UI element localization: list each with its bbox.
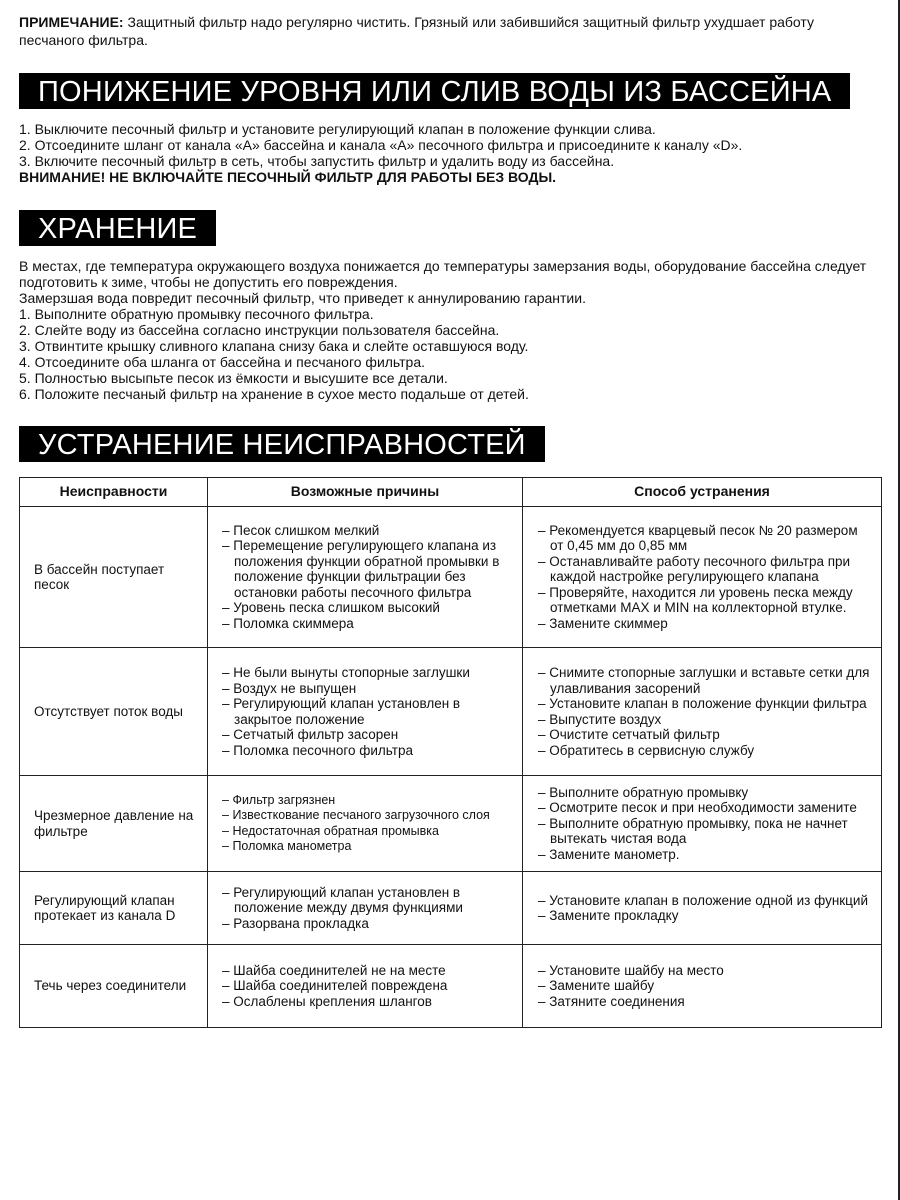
table-row xyxy=(20,776,882,872)
cause-item: – Шайба соединителей повреждена xyxy=(222,978,514,994)
cause-item: – Известкование песчаного загрузочного слоя xyxy=(222,808,514,824)
troubleshooting-section-title: УСТРАНЕНИЕ НЕИСПРАВНОСТЕЙ xyxy=(19,426,545,462)
header-causes: Возможные причины xyxy=(208,478,523,507)
problem-cell: Течь через соединители xyxy=(20,945,208,1028)
solution-item: – Установите клапан в положение одной из функций xyxy=(538,893,873,909)
table-row xyxy=(20,945,882,1028)
drain-step-3: 3. Включите песочный фильтр в сеть, чтобы запустить фильтр и удалить воду из бассейна. xyxy=(19,153,615,169)
causes-cell xyxy=(208,648,523,776)
drain-section-body xyxy=(19,121,881,185)
storage-section-body xyxy=(19,258,881,402)
cause-item: – Не были вынуты стопорные заглушки xyxy=(222,665,514,681)
storage-step-6: 6. Положите песчаный фильтр на хранение в сухое место подальше от детей. xyxy=(19,386,529,402)
header-solutions: Способ устранения xyxy=(523,478,882,507)
cause-item: – Недостаточная обратная промывка xyxy=(222,824,514,840)
solution-item: – Останавливайте работу песочного фильтра при каждой настройке регулирующего клапана xyxy=(538,554,873,585)
cause-item: – Фильтр загрязнен xyxy=(222,793,514,809)
solution-item: – Очистите сетчатый фильтр xyxy=(538,727,873,743)
solution-item: – Замените шайбу xyxy=(538,978,873,994)
table-row xyxy=(20,507,882,648)
cause-item: – Поломка манометра xyxy=(222,839,514,855)
solutions-cell xyxy=(523,872,882,945)
solution-item: – Выполните обратную промывку xyxy=(538,785,873,801)
solutions-cell xyxy=(523,507,882,648)
solution-item: – Проверяйте, находится ли уровень песка между отметками MAX и MIN на коллекторной втулке. xyxy=(538,585,873,616)
solution-item: – Осмотрите песок и при необходимости замените xyxy=(538,800,873,816)
drain-section-title: ПОНИЖЕНИЕ УРОВНЯ ИЛИ СЛИВ ВОДЫ ИЗ БАССЕЙНА xyxy=(19,73,850,109)
cause-item: – Воздух не выпущен xyxy=(222,681,514,697)
cause-item: – Поломка скиммера xyxy=(222,616,514,632)
solution-item: – Замените манометр. xyxy=(538,847,873,863)
solutions-cell xyxy=(523,945,882,1028)
solution-item: – Замените прокладку xyxy=(538,908,873,924)
problem-cell: Отсутствует поток воды xyxy=(20,648,208,776)
table-row xyxy=(20,872,882,945)
storage-section-title: ХРАНЕНИЕ xyxy=(19,210,216,246)
cause-item: – Шайба соединителей не на месте xyxy=(222,963,514,979)
cause-item: – Разорвана прокладка xyxy=(222,916,514,932)
cause-item: – Поломка песочного фильтра xyxy=(222,743,514,759)
solution-item: – Снимите стопорные заглушки и вставьте сетки для улавливания засорений xyxy=(538,665,873,696)
table-row xyxy=(20,648,882,776)
storage-step-4: 4. Отсоедините оба шланга от бассейна и песчаного фильтра. xyxy=(19,354,426,370)
causes-cell xyxy=(208,776,523,872)
cause-item: – Ослаблены крепления шлангов xyxy=(222,994,514,1010)
note-label: ПРИМЕЧАНИЕ: xyxy=(19,14,124,30)
storage-warranty-note: Замерзшая вода повредит песочный фильтр, что приведет к аннулированию гарантии. xyxy=(19,290,586,306)
note-text: Защитный фильтр надо регулярно чистить. Грязный или забившийся защитный фильтр ухудшает работу песчаного фильтра. xyxy=(19,14,814,48)
cause-item: – Сетчатый фильтр засорен xyxy=(222,727,514,743)
note-paragraph xyxy=(19,13,879,49)
cause-item: – Песок слишком мелкий xyxy=(222,523,514,539)
storage-step-3: 3. Отвинтите крышку сливного клапана снизу бака и слейте оставшуюся воду. xyxy=(19,338,529,354)
storage-step-1: 1. Выполните обратную промывку песочного фильтра. xyxy=(19,306,374,322)
problem-cell: В бассейн поступает песок xyxy=(20,507,208,648)
cause-item: – Регулирующий клапан установлен в положение между двумя функциями xyxy=(222,885,514,916)
cause-item: – Перемещение регулирующего клапана из положения функции обратной промывки в положение функции фильтрации без остановки работы песочного фильтра xyxy=(222,538,514,600)
solution-item: – Установите шайбу на место xyxy=(538,963,873,979)
drain-warning: ВНИМАНИЕ! НЕ ВКЛЮЧАЙТЕ ПЕСОЧНЫЙ ФИЛЬТР ДЛЯ РАБОТЫ БЕЗ ВОДЫ. xyxy=(19,169,557,185)
solutions-cell xyxy=(523,648,882,776)
solution-item: – Рекомендуется кварцевый песок № 20 размером от 0,45 мм до 0,85 мм xyxy=(538,523,873,554)
troubleshooting-table xyxy=(19,477,882,1028)
table-header-row xyxy=(20,478,882,507)
storage-step-2: 2. Слейте воду из бассейна согласно инструкции пользователя бассейна. xyxy=(19,322,500,338)
causes-cell xyxy=(208,945,523,1028)
solution-item: – Замените скиммер xyxy=(538,616,873,632)
drain-step-2: 2. Отсоедините шланг от канала «A» бассейна и канала «A» песочного фильтра и присоедините к каналу «D». xyxy=(19,137,743,153)
solution-item: – Установите клапан в положение функции фильтра xyxy=(538,696,873,712)
storage-step-5: 5. Полностью высыпьте песок из ёмкости и высушите все детали. xyxy=(19,370,448,386)
solution-item: – Затяните соединения xyxy=(538,994,873,1010)
solution-item: – Выпустите воздух xyxy=(538,712,873,728)
header-problems: Неисправности xyxy=(20,478,208,507)
drain-step-1: 1. Выключите песочный фильтр и установите регулирующий клапан в положение функции слива. xyxy=(19,121,656,137)
causes-cell xyxy=(208,872,523,945)
solution-item: – Обратитесь в сервисную службу xyxy=(538,743,873,759)
storage-intro: В местах, где температура окружающего воздуха понижается до температуры замерзания воды, оборудование бассейна следует подготовить к зиме, чтобы не допустить его повреждения. xyxy=(19,258,867,290)
problem-cell: Чрезмерное давление на фильтре xyxy=(20,776,208,872)
cause-item: – Регулирующий клапан установлен в закрытое положение xyxy=(222,696,514,727)
solutions-cell xyxy=(523,776,882,872)
causes-cell xyxy=(208,507,523,648)
solution-item: – Выполните обратную промывку, пока не начнет вытекать чистая вода xyxy=(538,816,873,847)
cause-item: – Уровень песка слишком высокий xyxy=(222,600,514,616)
problem-cell: Регулирующий клапан протекает из канала D xyxy=(20,872,208,945)
